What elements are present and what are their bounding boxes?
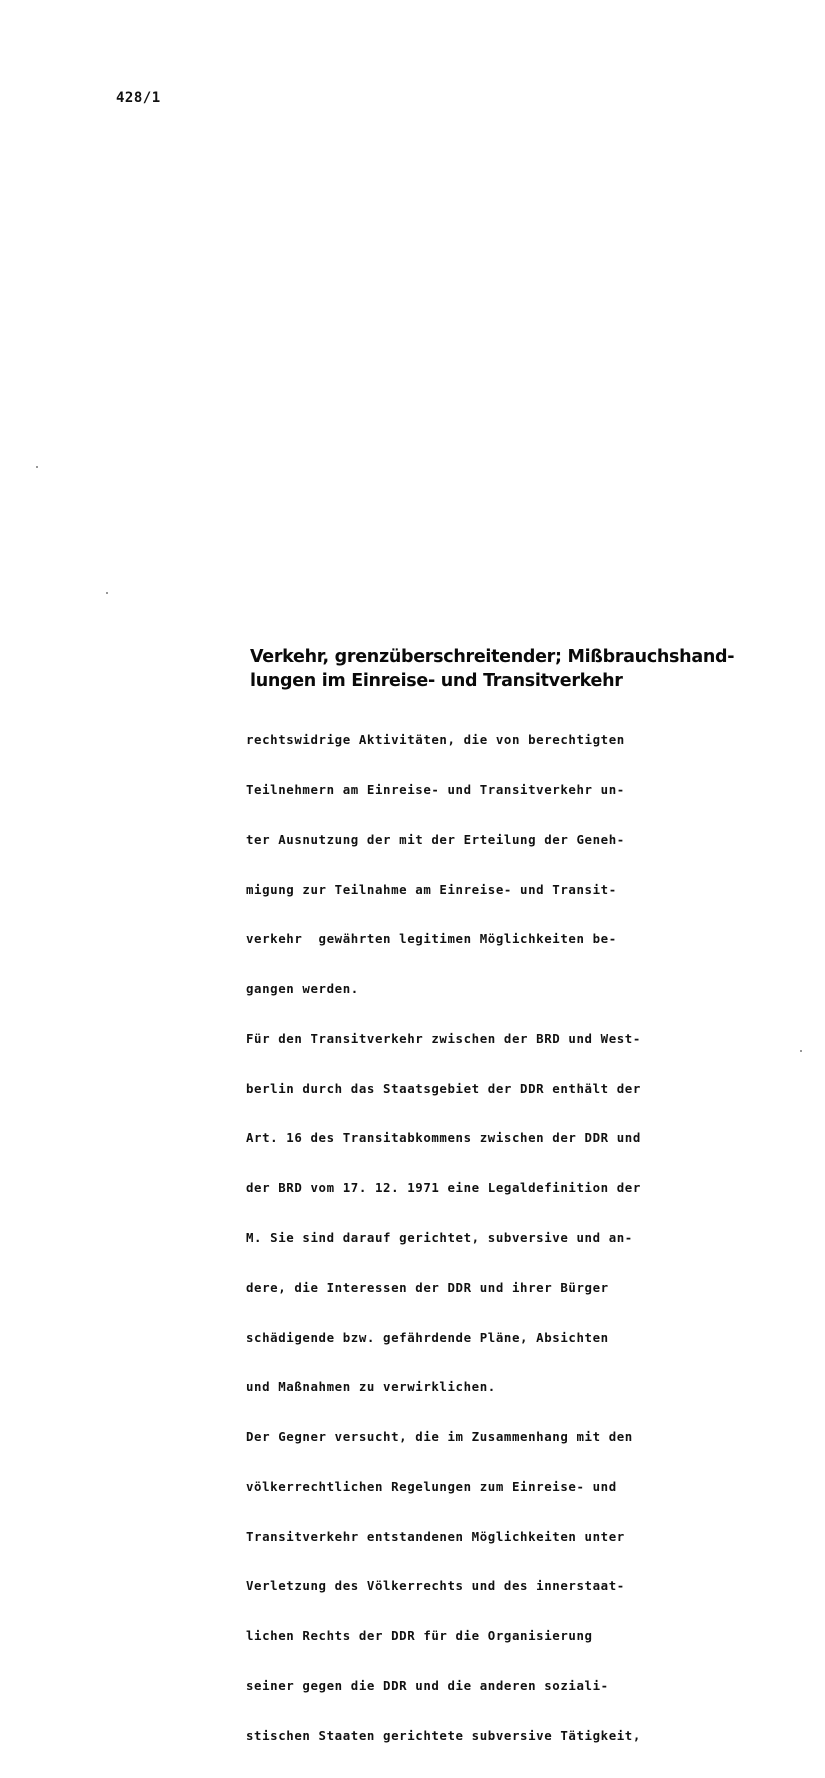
- scan-speck: [800, 1050, 802, 1052]
- body-line: seiner gegen die DDR und die anderen soziali-: [246, 1678, 609, 1694]
- body-line: lichen Rechts der DDR für die Organisierung: [246, 1628, 593, 1644]
- body-line: berlin durch das Staatsgebiet der DDR enthält der: [246, 1080, 641, 1096]
- body-line: dere, die Interessen der DDR und ihrer Bürger: [246, 1279, 609, 1295]
- page-number: 428/1: [116, 90, 161, 106]
- body-line: ter Ausnutzung der mit der Erteilung der Geneh-: [246, 831, 625, 847]
- body-line: verkehr gewährten legitimen Möglichkeiten be-: [246, 931, 617, 947]
- entry-title-line: lungen im Einreise- und Transitverkehr: [250, 671, 623, 691]
- scan-speck: [36, 466, 38, 468]
- body-line: und Maßnahmen zu verwirklichen.: [246, 1379, 496, 1395]
- body-line: Art. 16 des Transitabkommens zwischen der DDR und: [246, 1130, 641, 1146]
- dictionary-entry: [246, 645, 766, 1778]
- body-line: rechtswidrige Aktivitäten, die von berechtigten: [246, 732, 625, 748]
- body-line: gangen werden.: [246, 981, 359, 997]
- body-line: völkerrechtlichen Regelungen zum Einreise- und: [246, 1478, 617, 1494]
- body-line: der BRD vom 17. 12. 1971 eine Legaldefinition der: [246, 1180, 641, 1196]
- entry-title: [250, 645, 766, 693]
- body-line: migung zur Teilnahme am Einreise- und Transit-: [246, 881, 617, 897]
- body-line: Transitverkehr entstandenen Möglichkeiten unter: [246, 1528, 625, 1544]
- entry-body: [246, 699, 766, 1778]
- body-line: Der Gegner versucht, die im Zusammenhang mit den: [246, 1429, 633, 1445]
- body-line: stischen Staaten gerichtete subversive Tätigkeit,: [246, 1727, 641, 1743]
- body-line: schädigende bzw. gefährdende Pläne, Absichten: [246, 1329, 609, 1345]
- body-line: M. Sie sind darauf gerichtet, subversive und an-: [246, 1230, 633, 1245]
- scan-speck: [106, 592, 108, 594]
- body-line: Für den Transitverkehr zwischen der BRD und West-: [246, 1030, 641, 1046]
- entry-title-line: Verkehr, grenzüberschreitender; Mißbrauchshand-: [250, 647, 735, 667]
- body-line: Verletzung des Völkerrechts und des innerstaat-: [246, 1578, 625, 1594]
- body-line: Teilnehmern am Einreise- und Transitverkehr un-: [246, 781, 625, 797]
